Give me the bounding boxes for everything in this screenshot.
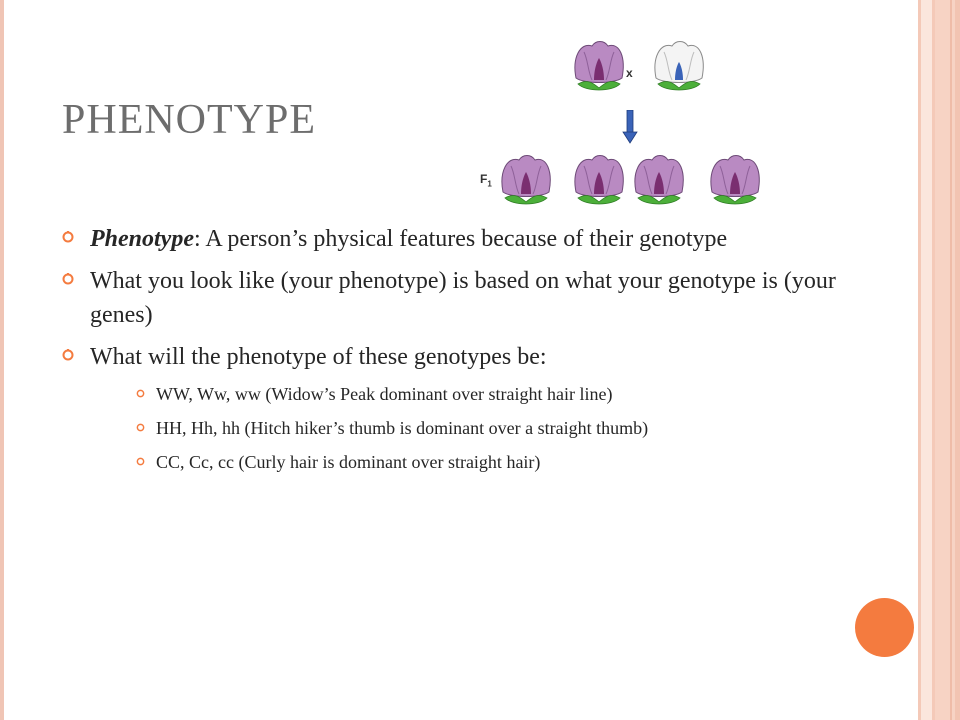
bullet-ring-icon [62, 349, 74, 361]
sub-bullet-item [136, 450, 816, 474]
cross-symbol: x [626, 66, 633, 80]
purple-flower-icon [570, 38, 628, 96]
bullet-ring-icon [62, 273, 74, 285]
bullet-text: What will the phenotype of these genotypes be: [90, 344, 547, 370]
generation-label: $F_1$ [480, 172, 492, 189]
down-arrow-icon [622, 110, 638, 144]
bullet-item [62, 222, 852, 256]
slide-title: PHENOTYPE [62, 97, 317, 143]
purple-flower-icon [706, 152, 764, 210]
left-border [0, 0, 4, 720]
sub-bullet-item [136, 416, 816, 440]
purple-flower-icon [630, 152, 688, 210]
bullet-item [62, 340, 852, 374]
sub-bullet-text: WW, Ww, ww (Widow’s Peak dominant over straight hair line) [156, 384, 613, 404]
purple-flower-icon [570, 152, 628, 210]
bullet-list [62, 222, 852, 484]
sub-bullet-item [136, 382, 816, 406]
sub-bullet-text: HH, Hh, hh (Hitch hiker’s thumb is dominant over a straight thumb) [156, 418, 649, 438]
orange-circle-decoration [855, 598, 914, 657]
bullet-text: : A person’s physical features because of their genotype [193, 226, 728, 252]
bullet-term: Phenotype [90, 226, 194, 252]
right-decorative-stripe [955, 0, 960, 720]
purple-flower-icon [497, 152, 555, 210]
bullet-item [62, 264, 852, 332]
bullet-ring-icon [62, 231, 74, 243]
bullet-ring-icon [136, 457, 145, 466]
bullet-ring-icon [136, 389, 145, 398]
bullet-ring-icon [136, 423, 145, 432]
bullet-text: What you look like (your phenotype) is based on what your genotype is (your genes) [90, 268, 836, 328]
right-decorative-stripe [921, 0, 932, 720]
white-flower-icon [650, 38, 708, 96]
right-decorative-stripe [950, 0, 952, 720]
sub-bullet-text: CC, Cc, cc (Curly hair is dominant over straight hair) [156, 452, 541, 472]
